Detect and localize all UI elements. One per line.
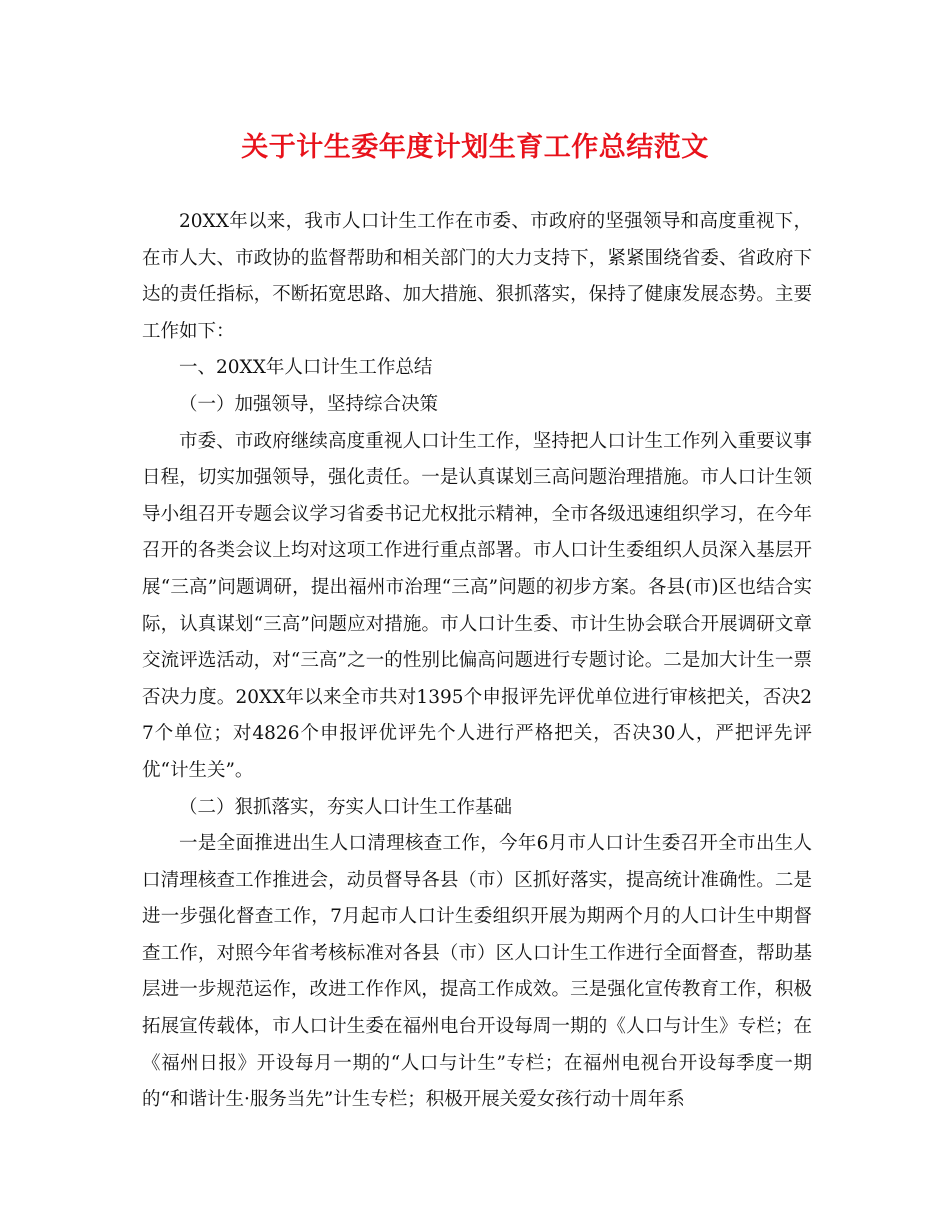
document-title: 关于计生委年度计划生育工作总结范文 bbox=[241, 132, 709, 163]
paragraph-leadership: 市委、市政府继续高度重视人口计生工作，坚持把人口计生工作列入重要议事日程，切实加强领导，强化责任。一是认真谋划三高问题治理措施。市人口计生领导小组召开专题会议学习省委书记尤权批示精神，全市各级迅速组织学习，在今年召开的各类会议上均对这项工作进行重点部署。市人口计生委组织人员深入基层开展“三高”问题调研，提出福州市治理“三高”问题的初步方案。各县(市)区也结合实际，认真谋划“三高”问题应对措施。市人口计生委、市计生协会联合开展调研文章交流评选活动，对“三高”之一的性别比偏高问题进行专题讨论。二是加大计生一票否决力度。20XX年以来全市共对1395个申报评先评优单位进行审核把关，否决27个单位；对4826个申报评优评先个人进行严格把关，否决30人，严把评先评优“计生关”。 bbox=[142, 430, 812, 781]
subsection-heading-2: （二）狠抓落实，夯实人口计生工作基础 bbox=[179, 796, 513, 818]
paragraph-intro: 20XX年以来，我市人口计生工作在市委、市政府的坚强领导和高度重视下，在市人大、市政协的监督帮助和相关部门的大力支持下，紧紧围绕省委、省政府下达的责任指标，不断拓宽思路、加大措施、狠抓落实，保持了健康发展态势。主要工作如下： bbox=[142, 211, 812, 342]
paragraph-implementation: 一是全面推进出生人口清理核查工作，今年6月市人口计生委召开全市出生人口清理核查工作推进会，动员督导各县（市）区抓好落实，提高统计准确性。二是进一步强化督查工作，7月起市人口计生委组织开展为期两个月的人口计生中期督查工作，对照今年省考核标准对各县（市）区人口计生工作进行全面督查，帮助基层进一步规范运作，改进工作作风，提高工作成效。三是强化宣传教育工作，积极拓展宣传载体，市人口计生委在福州电台开设每周一期的《人口与计生》专栏；在《福州日报》开设每月一期的“人口与计生”专栏；在福州电视台开设每季度一期的“和谐计生·服务当先”计生专栏；积极开展关爱女孩行动十周年系 bbox=[142, 833, 812, 1111]
section-heading-1: 一、20XX年人口计生工作总结 bbox=[179, 357, 433, 379]
document-body bbox=[142, 204, 812, 1119]
subsection-heading-1: （一）加强领导，坚持综合决策 bbox=[179, 393, 439, 415]
